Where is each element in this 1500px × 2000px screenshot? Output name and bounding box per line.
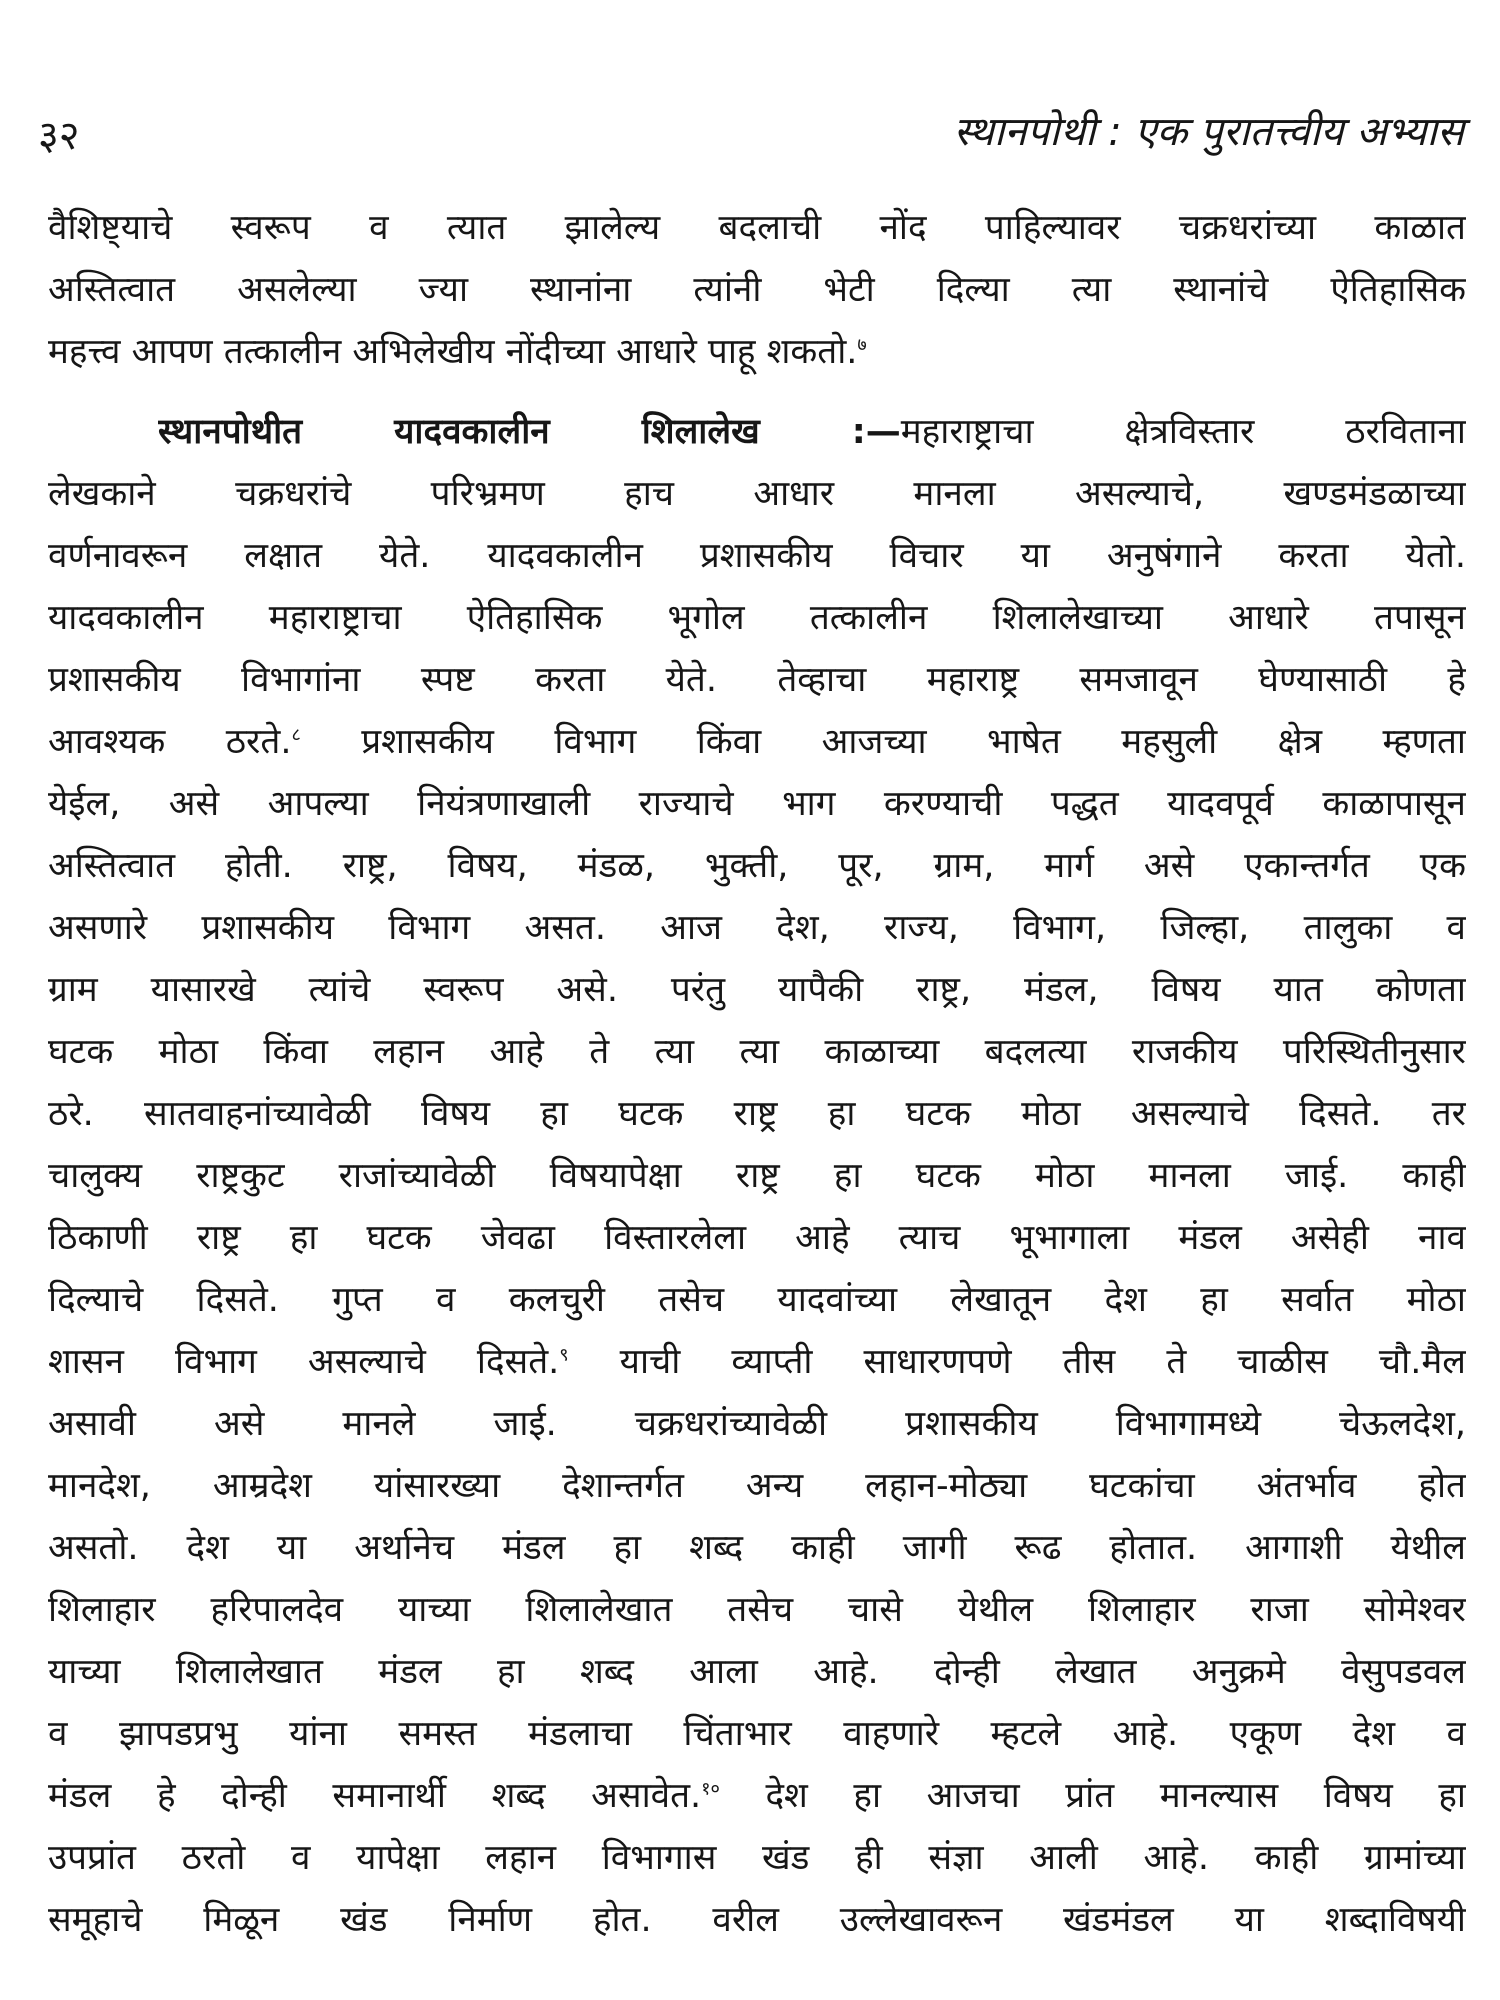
body-line: लेखकाने चक्रधरांचे परिभ्रमण हाच आधार मानला असल्याचे, खण्डमंडळाच्या [48,474,1466,514]
body-line: यादवकालीन महाराष्ट्राचा ऐतिहासिक भूगोल तत्कालीन शिलालेखाच्या आधारे तपासून [48,598,1466,638]
body-line [48,714,1466,770]
body-line [48,1768,1466,1824]
body-text: याची व्याप्ती साधारणपणे तीस ते चाळीस चौ.मैल [568,1342,1466,1382]
body-line [48,1334,1466,1390]
body-line: शिलाहार हरिपालदेव याच्या शिलालेखात तसेच चासे येथील शिलाहार राजा सोमेश्वर [48,1590,1466,1630]
body-line: अस्तित्वात असलेल्या ज्या स्थानांना त्यांनी भेटी दिल्या त्या स्थानांचे ऐतिहासिक [48,270,1466,310]
body-text: प्रशासकीय विभाग किंवा आजच्या भाषेत महसुली क्षेत्र म्हणता [300,722,1466,762]
body-text: महाराष्ट्राचा क्षेत्रविस्तार ठरविताना [900,412,1466,452]
body-line: असावी असे मानले जाई. चक्रधरांच्यावेळी प्रशासकीय विभागामध्ये चेऊलदेश, [48,1404,1466,1444]
running-head-title: स्थानपोथी : एक पुरातत्त्वीय अभ्यास [953,109,1464,155]
body-text: आवश्यक ठरते. [48,722,292,762]
body-line: व झापडप्रभु यांना समस्त मंडलाचा चिंताभार वाहणारे म्हटले आहे. एकूण देश व [48,1714,1466,1754]
body-line [158,404,1466,460]
body-text: मंडल हे दोन्ही समानार्थी शब्द असावेत. [48,1776,702,1816]
body-line [48,324,1466,380]
body-line: वर्णनावरून लक्षात येते. यादवकालीन प्रशासकीय विचार या अनुषंगाने करता येतो. [48,536,1466,576]
body-line: असतो. देश या अर्थानेच मंडल हा शब्द काही जागी रूढ होतात. आगाशी येथील [48,1528,1466,1568]
body-line: चालुक्य राष्ट्रकुट राजांच्यावेळी विषयापेक्षा राष्ट्र हा घटक मोठा मानला जाई. काही [48,1156,1466,1196]
page-number: ३२ [38,113,80,159]
footnote-ref-10: १० [701,1778,720,1800]
footnote-ref-8: ८ [291,724,301,746]
body-line: वैशिष्ट्याचे स्वरूप व त्यात झालेल्य बदलाची नोंद पाहिल्यावर चक्रधरांच्या काळात [48,208,1466,248]
body-line: मानदेश, आम्रदेश यांसारख्या देशान्तर्गत अन्य लहान-मोठ्या घटकांचा अंतर्भाव होत [48,1466,1466,1506]
body-line: प्रशासकीय विभागांना स्पष्ट करता येते. तेव्हाचा महाराष्ट्र समजावून घेण्यासाठी हे [48,660,1466,700]
footnote-ref-9: ९ [559,1344,569,1366]
section-heading: स्थानपोथीत यादवकालीन शिलालेख :— [158,412,901,452]
body-line: ठरे. सातवाहनांच्यावेळी विषय हा घटक राष्ट्र हा घटक मोठा असल्याचे दिसते. तर [48,1094,1466,1134]
body-line: उपप्रांत ठरतो व यापेक्षा लहान विभागास खंड ही संज्ञा आली आहे. काही ग्रामांच्या [48,1838,1466,1878]
body-text: शासन विभाग असल्याचे दिसते. [48,1342,560,1382]
body-line: अस्तित्वात होती. राष्ट्र, विषय, मंडळ, भुक्ती, पूर, ग्राम, मार्ग असे एकान्तर्गत एक [48,846,1466,886]
body-line: घटक मोठा किंवा लहान आहे ते त्या त्या काळाच्या बदलत्या राजकीय परिस्थितीनुसार [48,1032,1466,1072]
body-line: याच्या शिलालेखात मंडल हा शब्द आला आहे. दोन्ही लेखात अनुक्रमे वेसुपडवल [48,1652,1466,1692]
footnote-ref-7: ७ [857,334,867,356]
body-text: देश हा आजचा प्रांत मानल्यास विषय हा [719,1776,1466,1816]
body-line: समूहाचे मिळून खंड निर्माण होत. वरील उल्लेखावरून खंडमंडल या शब्दाविषयी [48,1900,1466,1940]
body-text: महत्त्व आपण तत्कालीन अभिलेखीय नोंदीच्या आधारे पाहू शकतो. [48,332,858,372]
body-line: दिल्याचे दिसते. गुप्त व कलचुरी तसेच यादवांच्या लेखातून देश हा सर्वात मोठा [48,1280,1466,1320]
body-line: असणारे प्रशासकीय विभाग असत. आज देश, राज्य, विभाग, जिल्हा, तालुका व [48,908,1466,948]
body-line: ठिकाणी राष्ट्र हा घटक जेवढा विस्तारलेला आहे त्याच भूभागाला मंडल असेही नाव [48,1218,1466,1258]
body-line: येईल, असे आपल्या नियंत्रणाखाली राज्याचे भाग करण्याची पद्धत यादवपूर्व काळापासून [48,784,1466,824]
body-line: ग्राम यासारखे त्यांचे स्वरूप असे. परंतु यापैकी राष्ट्र, मंडल, विषय यात कोणता [48,970,1466,1010]
